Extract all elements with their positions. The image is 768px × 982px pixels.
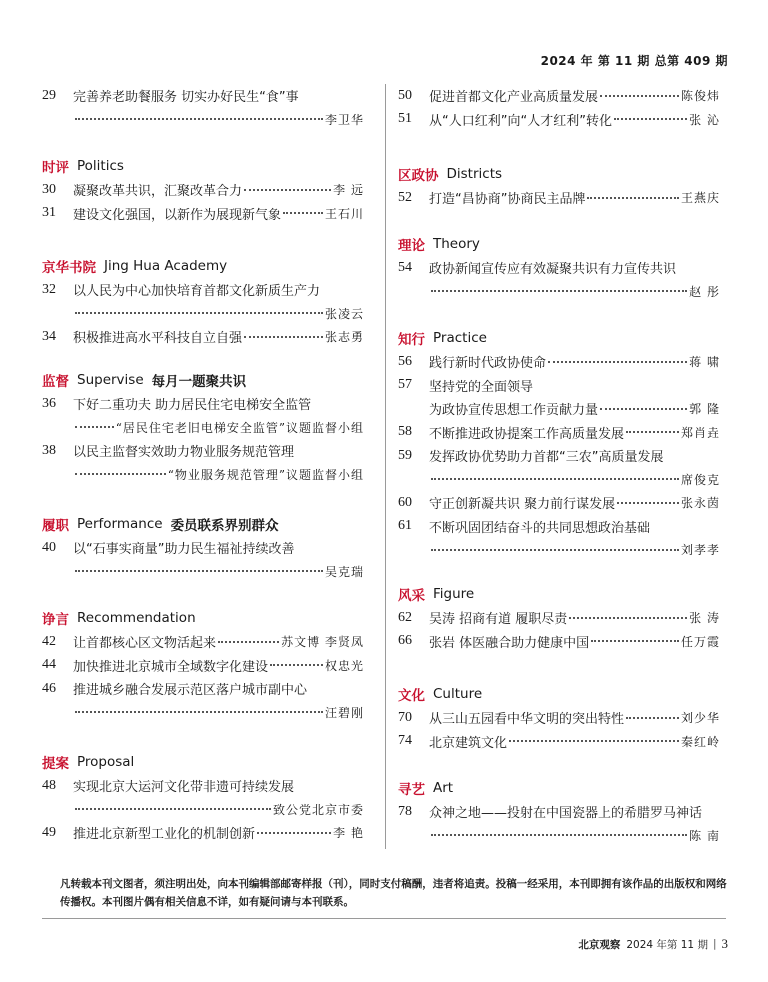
toc-section xyxy=(42,750,364,845)
toc-entry[interactable] xyxy=(398,491,720,515)
dot-leader xyxy=(75,312,323,314)
toc-section xyxy=(398,582,720,653)
page-number-ref: 32 xyxy=(42,281,56,297)
toc-entry[interactable] xyxy=(42,202,364,226)
article-author: 李 远 xyxy=(333,183,364,198)
section-title-cn: 监督 xyxy=(42,374,69,390)
section-subtitle: 委员联系界别群众 xyxy=(170,518,279,534)
dot-leader xyxy=(431,478,679,480)
dot-leader xyxy=(75,473,166,475)
toc-line xyxy=(42,439,364,463)
toc-section xyxy=(398,84,720,131)
article-title[interactable]: 实现北京大运河文化带非遗可持续发展 xyxy=(73,780,295,796)
article-author: 汪碧刚 xyxy=(324,705,364,720)
toc-line xyxy=(42,325,364,349)
article-author: 张 涛 xyxy=(689,611,720,626)
article-title[interactable]: 为政协宣传思想工作贡献力量 xyxy=(429,403,599,419)
toc-line xyxy=(42,178,364,202)
article-title[interactable]: 完善养老助餐服务 切实办好民生“食”事 xyxy=(73,90,299,106)
page-number-ref: 49 xyxy=(42,824,56,840)
toc-line xyxy=(398,606,720,630)
dot-leader xyxy=(244,336,323,338)
article-title[interactable]: 推进北京新型工业化的机制创新 xyxy=(73,827,256,843)
toc-entry[interactable] xyxy=(398,108,720,132)
toc-section xyxy=(398,326,720,562)
dot-leader xyxy=(75,426,114,428)
toc-line xyxy=(42,798,364,822)
dot-leader xyxy=(548,361,687,363)
copyright-notice: 凡转载本刊文图者，须注明出处，向本刊编辑部邮寄样报（刊），同时支付稿酬，违者将追责。投稿一经采用，本刊即拥有该作品的出版权和网络传播权。本刊图片偶有相关信息不详，如有疑问请与本刊联系。 xyxy=(60,878,727,908)
page-number-ref: 44 xyxy=(42,657,56,673)
page-footer xyxy=(578,936,728,952)
toc-line xyxy=(398,374,720,398)
page-number-ref: 51 xyxy=(398,111,412,127)
section-title-cn: 京华书院 xyxy=(42,260,96,276)
toc-line xyxy=(398,730,720,754)
article-title[interactable]: 不断巩固团结奋斗的共同思想政治基础 xyxy=(429,520,651,536)
page-number-ref: 46 xyxy=(42,680,56,696)
toc-line xyxy=(42,108,364,132)
article-author: 刘少华 xyxy=(680,711,720,726)
section-title-cn: 知行 xyxy=(398,332,425,348)
section-subtitle: 每月一题聚共识 xyxy=(151,374,247,390)
dot-leader xyxy=(626,431,679,433)
article-title[interactable]: 促进首都文化产业高质量发展 xyxy=(429,90,599,106)
section-heading xyxy=(42,606,364,630)
dot-leader xyxy=(75,711,323,713)
article-author: 张志勇 xyxy=(324,330,364,345)
dot-leader xyxy=(614,118,687,120)
toc-entry[interactable] xyxy=(42,677,364,724)
article-author: 刘孝孝 xyxy=(680,543,720,558)
dot-leader xyxy=(283,212,323,214)
toc-entry[interactable] xyxy=(398,374,720,421)
toc-line xyxy=(42,278,364,302)
section-heading xyxy=(398,776,720,800)
toc-line xyxy=(398,84,720,108)
article-title[interactable]: 众神之地——投射在中国瓷器上的希腊罗马神话 xyxy=(429,806,703,822)
toc-entry[interactable] xyxy=(42,325,364,349)
toc-line xyxy=(398,538,720,562)
toc-line xyxy=(42,536,364,560)
article-author: “居民住宅老旧电梯安全监管”议题监督小组 xyxy=(115,420,364,435)
toc-line xyxy=(42,774,364,798)
page-number-ref: 30 xyxy=(42,181,56,197)
publication-name: 北京观察 xyxy=(578,938,621,951)
page-number-ref: 56 xyxy=(398,353,412,369)
dot-leader xyxy=(617,502,679,504)
article-author: 张凌云 xyxy=(324,306,364,321)
toc-entry[interactable] xyxy=(398,730,720,754)
toc-section xyxy=(398,162,720,210)
dot-leader xyxy=(431,549,679,551)
article-author: 李卫华 xyxy=(324,112,364,127)
article-title[interactable]: 发挥政协优势助力首都“三农”高质量发展 xyxy=(429,450,664,466)
toc-line xyxy=(398,491,720,515)
toc-line xyxy=(42,560,364,584)
section-heading xyxy=(398,232,720,256)
toc-entry[interactable] xyxy=(398,515,720,562)
toc-line xyxy=(398,256,720,280)
toc-line xyxy=(398,444,720,468)
toc-line xyxy=(398,515,720,539)
section-heading xyxy=(42,154,364,178)
section-title-cn: 履职 xyxy=(42,518,69,534)
toc-entry[interactable] xyxy=(398,186,720,210)
page-number: 3 xyxy=(721,936,728,951)
toc-line xyxy=(42,821,364,845)
toc-entry[interactable] xyxy=(42,774,364,821)
article-title[interactable]: 凝聚改革共识，汇聚改革合力 xyxy=(73,184,243,200)
toc-line xyxy=(398,397,720,421)
section-title-cn: 诤言 xyxy=(42,612,69,628)
section-title-cn: 区政协 xyxy=(398,168,439,184)
toc-entry[interactable] xyxy=(398,606,720,630)
toc-section xyxy=(42,512,364,583)
toc-section xyxy=(42,84,364,131)
article-title[interactable]: 建设文化强国，以新作为展现新气象 xyxy=(73,207,282,223)
toc-line xyxy=(398,468,720,492)
page-number-ref: 29 xyxy=(42,87,56,103)
toc-line xyxy=(398,280,720,304)
section-title-en: Politics xyxy=(77,158,124,174)
toc-line xyxy=(398,630,720,654)
section-title-cn: 文化 xyxy=(398,688,425,704)
article-title[interactable]: 打造“昌协商”协商民主品牌 xyxy=(429,192,586,208)
section-title-en: Jing Hua Academy xyxy=(104,258,228,274)
toc-entry[interactable] xyxy=(398,421,720,445)
toc-section xyxy=(398,232,720,303)
page-number-ref: 60 xyxy=(398,494,412,510)
toc-line xyxy=(398,186,720,210)
toc-entry[interactable] xyxy=(42,821,364,845)
section-title-cn: 时评 xyxy=(42,160,69,176)
toc-section xyxy=(42,154,364,225)
article-title[interactable]: 让首都核心区文物活起来 xyxy=(73,636,217,652)
article-title[interactable]: 下好二重功夫 助力居民住宅电梯安全监管 xyxy=(73,398,312,414)
section-title-cn: 理论 xyxy=(398,238,425,254)
toc-entry[interactable] xyxy=(42,278,364,325)
dot-leader xyxy=(244,189,331,191)
toc-line xyxy=(42,416,364,440)
article-author: 王石川 xyxy=(324,206,364,221)
toc-line xyxy=(42,392,364,416)
page-number-ref: 34 xyxy=(42,328,56,344)
dot-leader xyxy=(509,740,679,742)
section-title-en: Performance xyxy=(77,516,163,532)
toc-line xyxy=(42,677,364,701)
article-title[interactable]: 积极推进高水平科技自立自强 xyxy=(73,331,243,347)
section-title-en: Theory xyxy=(433,236,480,252)
toc-line xyxy=(42,654,364,678)
article-author: 席俊克 xyxy=(680,472,720,487)
page-number-ref: 50 xyxy=(398,87,412,103)
toc-entry[interactable] xyxy=(398,800,720,847)
toc-line xyxy=(398,421,720,445)
toc-line xyxy=(398,824,720,848)
section-title-en: Districts xyxy=(446,166,503,182)
section-heading xyxy=(398,162,720,186)
article-author: 任万霞 xyxy=(680,634,720,649)
page-number-ref: 36 xyxy=(42,395,56,411)
article-author: 陈俊炜 xyxy=(680,89,720,104)
article-author: 致公党北京市委 xyxy=(272,802,364,817)
section-title-en: Recommendation xyxy=(77,610,196,626)
section-title-en: Supervise xyxy=(77,372,144,388)
page-number-ref: 62 xyxy=(398,609,412,625)
section-heading xyxy=(398,326,720,350)
article-title[interactable]: 守正创新凝共识 聚力前行谋发展 xyxy=(429,497,616,513)
section-heading xyxy=(42,750,364,774)
dot-leader xyxy=(75,808,271,810)
section-heading xyxy=(42,512,364,536)
toc-entry[interactable] xyxy=(42,630,364,654)
toc-section xyxy=(42,606,364,724)
article-author: 郑肖垚 xyxy=(680,425,720,440)
article-author: 张 沁 xyxy=(689,112,720,127)
dot-leader xyxy=(600,95,679,97)
toc-line xyxy=(42,701,364,725)
article-author: 李 艳 xyxy=(333,826,364,841)
article-author: 郭 隆 xyxy=(689,402,720,417)
section-title-en: Art xyxy=(433,780,454,796)
issue-header: 2024 年 第 11 期 总第 409 期 xyxy=(540,54,728,68)
article-title[interactable]: 从“人口红利”向“人才红利”转化 xyxy=(429,113,612,129)
footer-separator: | xyxy=(712,938,717,950)
page-number-ref: 52 xyxy=(398,189,412,205)
article-author: 赵 彤 xyxy=(689,284,720,299)
section-title-en: Proposal xyxy=(77,754,135,770)
article-author: 张永茵 xyxy=(680,496,720,511)
toc-line xyxy=(42,463,364,487)
article-title[interactable]: 以民主监督实效助力物业服务规范管理 xyxy=(73,445,295,461)
toc-line xyxy=(398,800,720,824)
article-author: “物业服务规范管理”议题监督小组 xyxy=(167,467,364,482)
footer-rule xyxy=(42,918,726,919)
toc-entry[interactable] xyxy=(398,256,720,303)
page-number-ref: 78 xyxy=(398,803,412,819)
dot-leader xyxy=(569,617,687,619)
page-number-ref: 59 xyxy=(398,447,412,463)
section-title-cn: 风采 xyxy=(398,588,425,604)
toc-entry[interactable] xyxy=(398,630,720,654)
toc-entry[interactable] xyxy=(42,392,364,439)
article-title[interactable]: 推进城乡融合发展示范区落户城市副中心 xyxy=(73,683,308,699)
page-number-ref: 38 xyxy=(42,442,56,458)
dot-leader xyxy=(218,641,279,643)
article-author: 陈 南 xyxy=(689,828,720,843)
article-title[interactable]: 加快推进北京城市全域数字化建设 xyxy=(73,659,269,675)
toc-entry[interactable] xyxy=(398,350,720,374)
toc-entry[interactable] xyxy=(42,536,364,583)
toc-entry[interactable] xyxy=(42,439,364,486)
toc-line xyxy=(398,350,720,374)
article-author: 蒋 啸 xyxy=(689,355,720,370)
toc-entry[interactable] xyxy=(398,84,720,108)
article-title[interactable]: 北京建筑文化 xyxy=(429,735,508,751)
page-number-ref: 66 xyxy=(398,633,412,649)
toc-line xyxy=(42,630,364,654)
toc-section xyxy=(42,368,364,486)
toc-entry[interactable] xyxy=(42,84,364,131)
page-number-ref: 48 xyxy=(42,777,56,793)
dot-leader xyxy=(431,834,687,836)
section-heading xyxy=(398,682,720,706)
article-title[interactable]: 以“石事实商量”助力民生福祉持续改善 xyxy=(73,542,295,558)
article-title[interactable]: 坚持党的全面领导 xyxy=(429,379,534,395)
dot-leader xyxy=(591,640,679,642)
toc-line xyxy=(42,84,364,108)
article-author: 权忠光 xyxy=(324,658,364,673)
page-number-ref: 61 xyxy=(398,518,412,534)
article-title[interactable]: 以人民为中心加快培育首都文化新质生产力 xyxy=(73,284,321,300)
article-title[interactable]: 张岩 体医融合助力健康中国 xyxy=(429,635,590,651)
toc-section xyxy=(398,682,720,753)
toc-entry[interactable] xyxy=(398,706,720,730)
article-author: 吴克瑞 xyxy=(324,564,364,579)
section-title-en: Figure xyxy=(433,586,475,602)
section-title-cn: 提案 xyxy=(42,756,69,772)
article-title[interactable]: 吴涛 招商有道 履职尽责 xyxy=(429,612,568,628)
toc-section xyxy=(398,776,720,847)
dot-leader xyxy=(270,664,323,666)
page-number-ref: 57 xyxy=(398,377,412,393)
page-number-ref: 70 xyxy=(398,709,412,725)
section-heading xyxy=(398,582,720,606)
toc-entry[interactable] xyxy=(398,444,720,491)
toc-line xyxy=(398,706,720,730)
toc-line xyxy=(42,302,364,326)
page-number-ref: 54 xyxy=(398,259,412,275)
section-heading xyxy=(42,368,364,392)
page-number-ref: 58 xyxy=(398,424,412,440)
dot-leader xyxy=(75,118,323,120)
section-title-cn: 寻艺 xyxy=(398,782,425,798)
dot-leader xyxy=(257,832,331,834)
column-divider xyxy=(385,84,386,849)
toc-entry[interactable] xyxy=(42,654,364,678)
footer-issue: 2024 年第 11 期 xyxy=(626,938,708,951)
dot-leader xyxy=(600,408,687,410)
toc-line xyxy=(398,108,720,132)
toc-section xyxy=(42,254,364,349)
page-number-ref: 74 xyxy=(398,733,412,749)
toc-line xyxy=(42,202,364,226)
page-number-ref: 31 xyxy=(42,205,56,221)
section-heading xyxy=(42,254,364,278)
article-author: 王燕庆 xyxy=(680,191,720,206)
page-number-ref: 42 xyxy=(42,633,56,649)
article-title[interactable]: 从三山五园看中华文明的突出特性 xyxy=(429,712,625,728)
article-author: 苏文博 李贤凤 xyxy=(281,635,364,650)
article-title[interactable]: 政协新闻宣传应有效凝聚共识有力宣传共识 xyxy=(429,262,677,278)
dot-leader xyxy=(75,570,323,572)
dot-leader xyxy=(626,717,679,719)
toc-entry[interactable] xyxy=(42,178,364,202)
article-title[interactable]: 践行新时代政协使命 xyxy=(429,356,547,372)
section-title-en: Culture xyxy=(433,686,483,702)
page-number-ref: 40 xyxy=(42,539,56,555)
article-title[interactable]: 不断推进政协提案工作高质量发展 xyxy=(429,426,625,442)
dot-leader xyxy=(587,197,679,199)
dot-leader xyxy=(431,290,687,292)
article-author: 秦红岭 xyxy=(680,734,720,749)
section-title-en: Practice xyxy=(433,330,487,346)
